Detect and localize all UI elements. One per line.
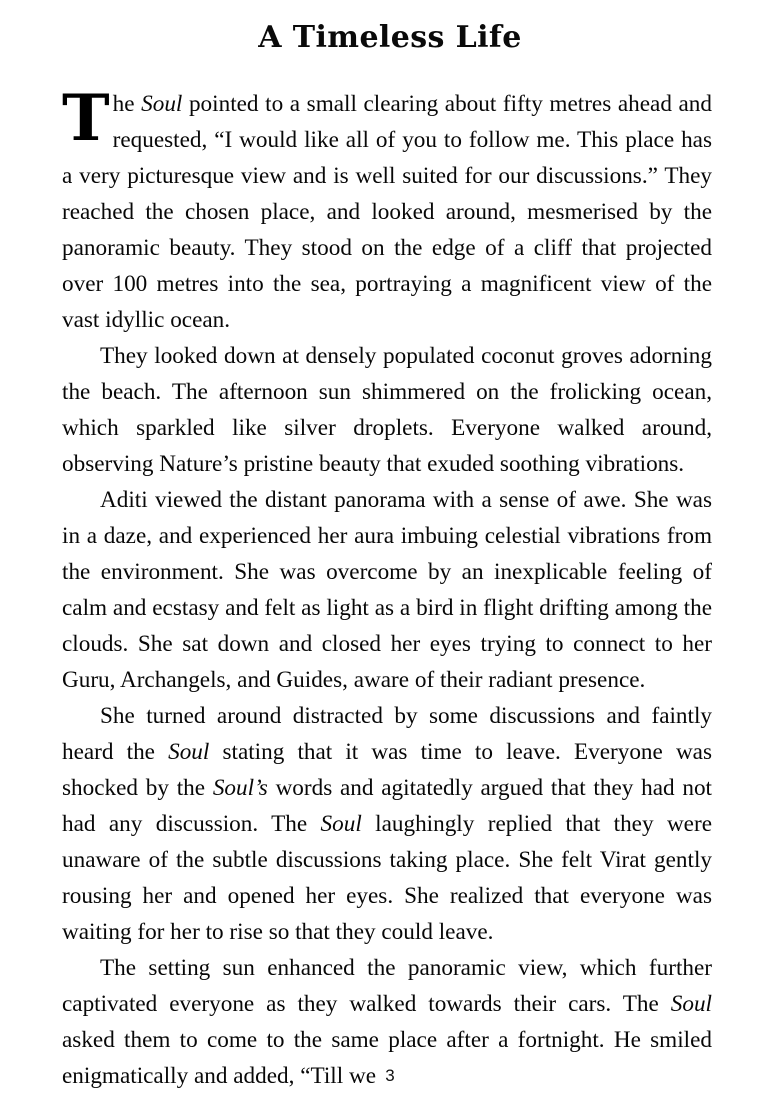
italic-term: Soul xyxy=(141,91,183,117)
text-run: They looked down at densely populated coconut groves adorning the beach. The afternoon sun shimmered on the frolicking ocean, which sparkled like silver droplets. Everyone walked around, observing Nature’s pristine beauty that exuded soothing vibrations. xyxy=(62,343,712,477)
text-run: She turned around distracted by some discussions and faintly heard the xyxy=(62,703,712,765)
italic-term: Soul xyxy=(670,991,712,1017)
paragraph-3 xyxy=(62,482,712,698)
text-run: stating that it was time to leave. Everyone was shocked by the xyxy=(62,739,713,801)
text-run: asked them to come to the same place after a fortnight. He smiled enigmatically and added, “Till we xyxy=(62,1027,712,1089)
page-title: A Timeless Life xyxy=(258,20,522,56)
text-run: The setting sun enhanced the panoramic view, which further captivated everyone as they walked towards their cars. The xyxy=(62,955,712,1017)
body-text-column xyxy=(62,81,713,1094)
page-number: 3 xyxy=(385,1066,395,1085)
italic-term: Soul xyxy=(168,739,210,765)
text-run: laughingly replied that they were unaware of the subtle discussions taking place. She felt Virat gently rousing her and opened her eyes. She realized that everyone was waiting for her to rise so that they could leave. xyxy=(62,811,712,945)
drop-cap-letter: T xyxy=(62,81,110,156)
italic-term: Soul xyxy=(320,811,362,837)
paragraph-2 xyxy=(62,338,712,482)
italic-term: Soul’s xyxy=(212,775,268,801)
text-run: Aditi viewed the distant panorama with a sense of awe. She was in a daze, and experienced her aura imbuing celestial vibrations from the environment. She was overcome by an inexplicable feeling of calm and ecstasy and felt as light as a bird in flight drifting among the clouds. She sat down and closed her eyes trying to connect to her Guru, Archangels, and Guides, aware of their radiant presence. xyxy=(62,487,712,693)
paragraph-1 xyxy=(62,81,712,338)
text-run: he xyxy=(112,91,142,117)
text-run: words and agitatedly argued that they had not had any discussion. The xyxy=(62,775,712,837)
text-run: pointed to a small clearing about fifty metres ahead and requested, “I would like all of you to follow me. This place has a very picturesque view and is well suited for our discussions.” They reached the chosen place, and looked around, mesmerised by the panoramic beauty. They stood on the edge of a cliff that projected over 100 metres into the sea, portraying a magnificent view of the vast idyllic ocean. xyxy=(62,91,712,333)
paragraph-4 xyxy=(62,698,712,950)
